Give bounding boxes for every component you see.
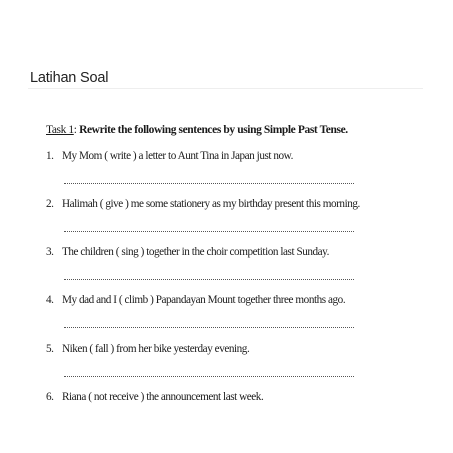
- title-divider: [28, 88, 423, 89]
- answer-line-4[interactable]: [64, 327, 354, 328]
- item-sentence: Niken ( fall ) from her bike yesterday evening.: [62, 343, 250, 355]
- item-number: 3.: [46, 246, 54, 258]
- exercise-item-5: [46, 343, 249, 355]
- item-number: 5.: [46, 343, 54, 355]
- answer-line-2[interactable]: [64, 231, 354, 232]
- answer-line-5[interactable]: [64, 376, 354, 377]
- item-sentence: My dad and I ( climb ) Papandayan Mount together three months ago.: [62, 294, 346, 306]
- item-number: 2.: [46, 198, 54, 210]
- item-number: 4.: [46, 294, 54, 306]
- exercise-item-3: [46, 246, 329, 258]
- item-sentence: The children ( sing ) together in the choir competition last Sunday.: [62, 246, 329, 258]
- task-heading: [46, 124, 348, 136]
- item-sentence: Riana ( not receive ) the announcement last week.: [62, 391, 264, 403]
- exercise-item-1: [46, 150, 293, 162]
- item-sentence: My Mom ( write ) a letter to Aunt Tina in Japan just now.: [62, 150, 293, 162]
- task-instruction: Rewrite the following sentences by using Simple Past Tense.: [79, 124, 348, 136]
- item-sentence: Halimah ( give ) me some stationery as my birthday present this morning.: [62, 198, 360, 210]
- worksheet-title: Latihan Soal: [30, 70, 109, 86]
- exercise-item-4: [46, 294, 345, 306]
- answer-line-1[interactable]: [64, 183, 354, 184]
- task-colon: :: [73, 124, 77, 136]
- exercise-item-2: [46, 198, 360, 210]
- item-number: 1.: [46, 150, 54, 162]
- item-number: 6.: [46, 391, 54, 403]
- exercise-item-6: [46, 391, 263, 403]
- answer-line-3[interactable]: [64, 279, 354, 280]
- task-label: Task 1: [46, 124, 74, 136]
